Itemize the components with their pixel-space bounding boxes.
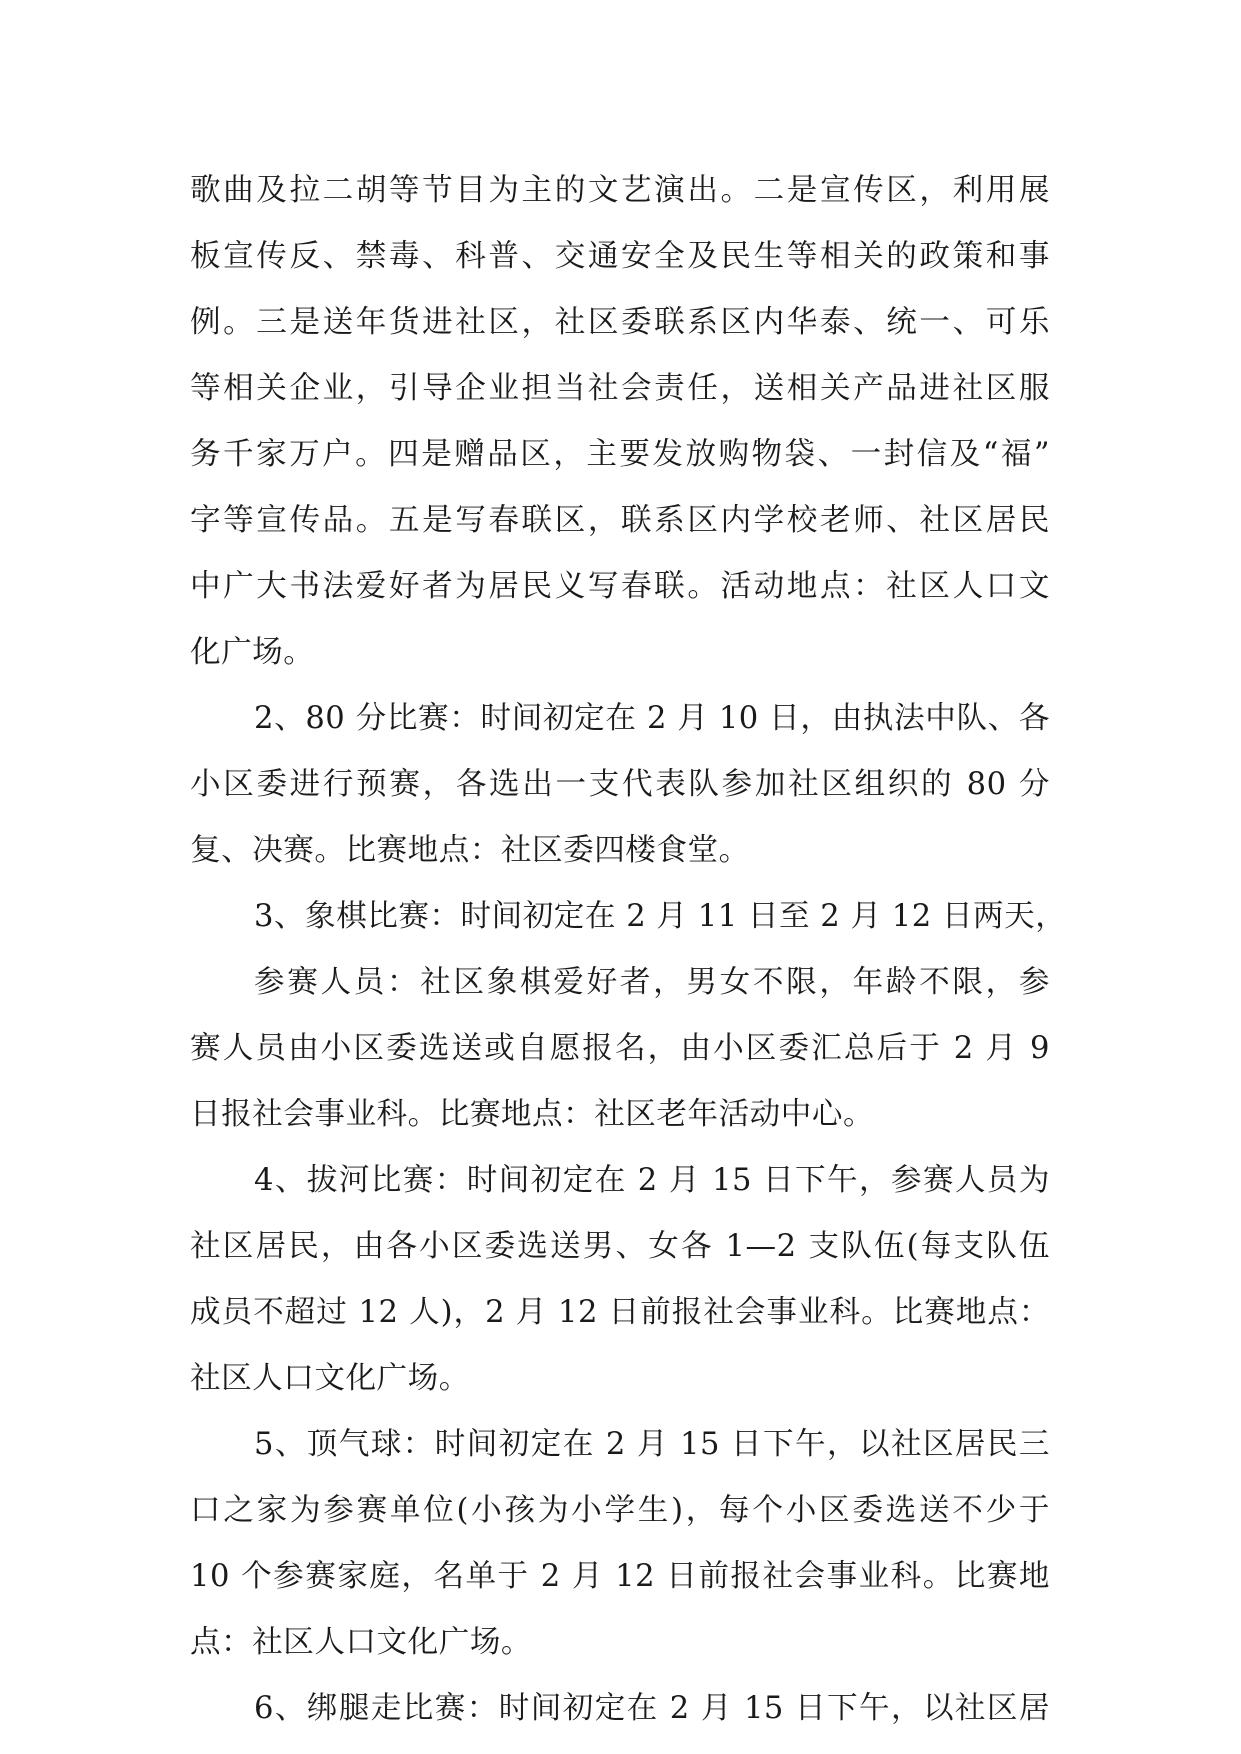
text-line: 例。三是送年货进社区，社区委联系区内华泰、统一、可乐 (190, 305, 1050, 340)
text-line: 中广大书法爱好者为居民义写春联。活动地点：社区人口文 (190, 569, 1050, 604)
text-line: 成员不超过 12 人)，2 月 12 日前报社会事业科。比赛地点： (190, 1295, 1050, 1330)
text-line: 复、决赛。比赛地点：社区委四楼食堂。 (190, 833, 750, 868)
text-line: 务千家万户。四是赠品区，主要发放购物袋、一封信及“福” (190, 437, 1050, 472)
text-line: 5、顶气球：时间初定在 2 月 15 日下午，以社区居民三 (254, 1427, 1050, 1462)
text-line: 等相关企业，引导企业担当社会责任，送相关产品进社区服 (190, 371, 1050, 406)
text-line: 化广场。 (190, 635, 315, 670)
text-line: 10 个参赛家庭，名单于 2 月 12 日前报社会事业科。比赛地 (190, 1559, 1050, 1594)
text-line: 4、拔河比赛：时间初定在 2 月 15 日下午，参赛人员为 (254, 1163, 1050, 1198)
text-line: 日报社会事业科。比赛地点：社区老年活动中心。 (190, 1097, 875, 1132)
text-line: 点：社区人口文化广场。 (190, 1625, 533, 1660)
text-line: 赛人员由小区委选送或自愿报名，由小区委汇总后于 2 月 9 (190, 1031, 1050, 1066)
text-line: 歌曲及拉二胡等节目为主的文艺演出。二是宣传区，利用展 (190, 173, 1050, 208)
text-line: 小区委进行预赛，各选出一支代表队参加社区组织的 80 分 (190, 767, 1050, 802)
text-line: 社区人口文化广场。 (190, 1361, 470, 1396)
text-line: 参赛人员：社区象棋爱好者，男女不限，年龄不限，参 (254, 965, 1050, 1000)
text-line: 2、80 分比赛：时间初定在 2 月 10 日，由执法中队、各 (254, 701, 1050, 736)
text-line: 字等宣传品。五是写春联区，联系区内学校老师、社区居民 (190, 503, 1050, 538)
text-line: 6、绑腿走比赛：时间初定在 2 月 15 日下午，以社区居 (254, 1691, 1050, 1726)
text-line: 3、象棋比赛：时间初定在 2 月 11 日至 2 月 12 日两天， (254, 899, 1067, 934)
text-line: 板宣传反、禁毒、科普、交通安全及民生等相关的政策和事 (190, 239, 1050, 274)
document-body (190, 158, 1067, 1742)
text-line: 口之家为参赛单位(小孩为小学生)，每个小区委选送不少于 (190, 1493, 1050, 1528)
text-line: 社区居民，由各小区委选送男、女各 1—2 支队伍(每支队伍 (190, 1229, 1050, 1264)
